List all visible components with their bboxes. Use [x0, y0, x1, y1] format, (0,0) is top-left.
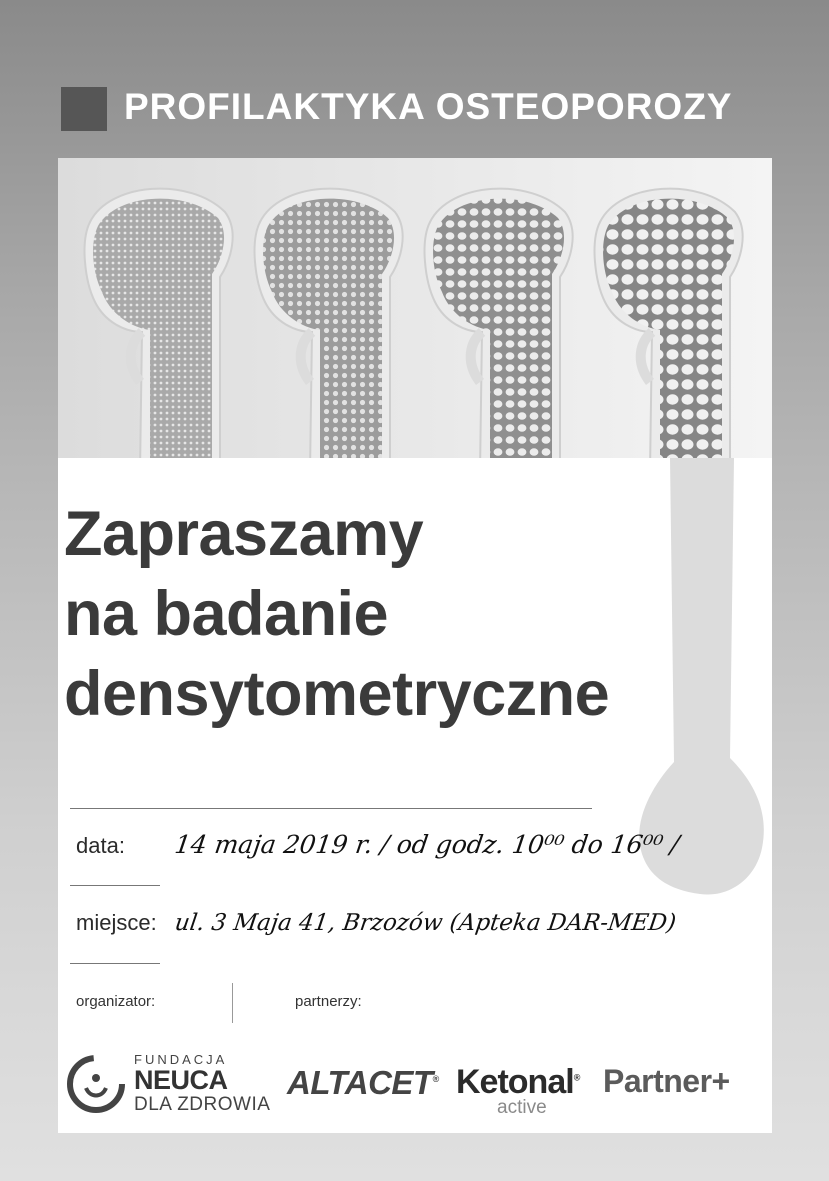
neuca-dla-zdrowia-text: DLA ZDROWIA: [134, 1094, 271, 1115]
divider-place: [70, 963, 160, 964]
neuca-fundacja-text: FUNDACJA: [134, 1052, 228, 1067]
headline-line-1: Zapraszamy: [64, 499, 424, 569]
neuca-foundation-logo: [64, 1048, 274, 1118]
smile-circle-icon: [64, 1052, 128, 1116]
ketonal-text: Ketonal: [456, 1063, 574, 1101]
divider-date: [70, 885, 160, 886]
headline-line-2: na badanie: [64, 579, 389, 649]
header-title: PROFILAKTYKA OSTEOPOROZY: [124, 86, 733, 127]
ketonal-active-text: active: [497, 1097, 547, 1118]
place-label: miejsce:: [76, 910, 157, 935]
altacet-text: ALTACET: [287, 1064, 433, 1101]
partner-plus-logo: Partner+: [603, 1063, 730, 1099]
header-accent-square: [61, 87, 107, 131]
date-value: 14 maja 2019 r. / od godz. 10⁰⁰ do 16⁰⁰ /: [172, 830, 682, 859]
ketonal-logo: Ketonal®: [456, 1063, 580, 1101]
place-value: ul. 3 Maja 41, Brzozów (Apteka DAR-MED): [173, 910, 678, 936]
partners-label: partnerzy:: [295, 993, 362, 1010]
date-label: data:: [76, 833, 125, 858]
divider-top: [70, 808, 592, 809]
organizer-label: organizator:: [76, 993, 156, 1010]
headline-line-3: densytometryczne: [64, 659, 610, 729]
neuca-name-text: NEUCA: [134, 1065, 228, 1095]
bone-illustrations: [58, 158, 772, 458]
altacet-logo: ALTACET®: [287, 1064, 439, 1101]
headline: [64, 494, 609, 734]
footer-separator: [232, 983, 233, 1023]
